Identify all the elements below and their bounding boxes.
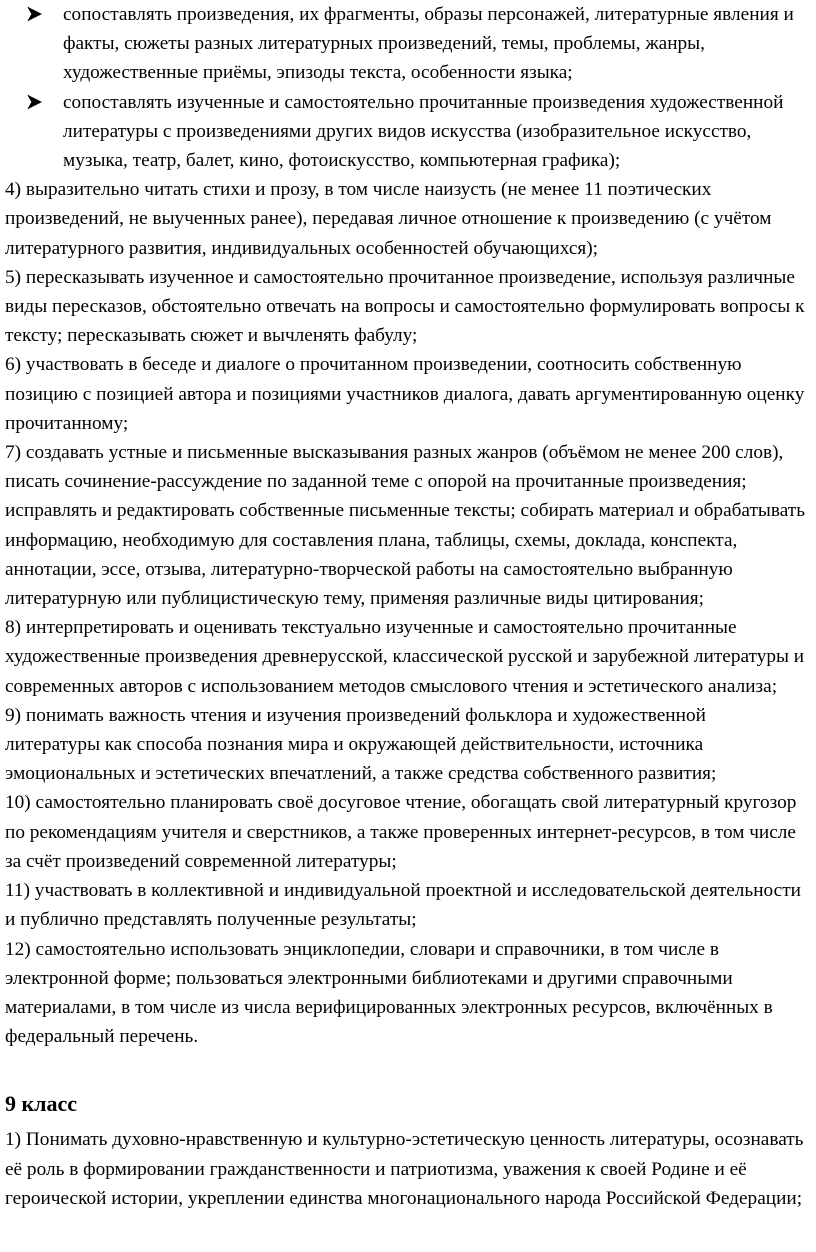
list-item: 7) создавать устные и письменные высказывания разных жанров (объёмом не менее 200 слов), писать сочинение-рассуждение по заданной теме с опорой на прочитанные произведения; исправлять и редактировать собственные письменные тексты; собирать материал и обрабатывать информацию, необходимую для составления плана, таблицы, схемы, доклада, конспекта, аннотации, эссе, отзыва, литературно-творческой работы на самостоятельно выбранную литературную или публицистическую тему, применяя различные виды цитирования; [5, 442, 806, 610]
list-item: 8) интерпретировать и оценивать текстуально изученные и самостоятельно прочитанные художественные произведения древнерусской, классической русской и зарубежной литературы и современных авторов с использованием методов смыслового чтения и эстетического анализа; [5, 617, 805, 697]
list-item: 6) участвовать в беседе и диалоге о прочитанном произведении, соотносить собственную позицию с позицией автора и позициями участников диалога, давать аргументированную оценку прочитанному; [5, 354, 805, 434]
bullet-item [5, 88, 805, 176]
bullet-list [5, 0, 805, 175]
arrowhead-bullet-icon [27, 94, 43, 110]
list-item: 11) участвовать в коллективной и индивидуальной проектной и исследовательской деятельности и публично представлять полученные результаты; [5, 880, 801, 931]
bullet-text: сопоставлять произведения, их фрагменты, образы персонажей, литературные явления и факты, сюжеты разных литературных произведений, темы, проблемы, жанры, художественные приёмы, эпизоды текста, особенности языка; [63, 4, 794, 84]
section-heading: 9 класс [5, 1091, 78, 1117]
bullet-item [5, 0, 805, 88]
document-page [5, 0, 805, 1213]
list-item: 12) самостоятельно использовать энциклопедии, словари и справочники, в том числе в электронной форме; пользоваться электронными библиотеками и другими справочными материалами, в том числе из числа верифицированных электронных ресурсов, включённых в федеральный перечень. [5, 938, 773, 1048]
list-item: 5) пересказывать изученное и самостоятельно прочитанное произведение, используя различные виды пересказов, обстоятельно отвечать на вопросы и самостоятельно формулировать вопросы к тексту; пересказывать сюжет и вычленять фабулу; [5, 266, 805, 347]
list-item: 1) Понимать духовно-нравственную и культурно-эстетическую ценность литературы, осознавать её роль в формировании гражданственности и патриотизма, уважения к своей Родине и её героической истории, укреплении единства многонационального народа Российской Федерации; [5, 1129, 804, 1209]
arrowhead-bullet-icon [27, 6, 43, 22]
list-item: 9) понимать важность чтения и изучения произведений фольклора и художественной литературы как способа познания мира и окружающей действительности, источника эмоциональных и эстетических впечатлений, а также средства собственного развития; [5, 704, 717, 785]
list-item: 4) выразительно читать стихи и прозу, в том числе наизусть (не менее 11 поэтических произведений, не выученных ранее), передавая личное отношение к произведению (с учётом литературного развития, индивидуальных особенностей обучающихся); [5, 179, 772, 259]
list-item: 10) самостоятельно планировать своё досуговое чтение, обогащать свой литературный кругозор по рекомендациям учителя и сверстников, а также проверенных интернет-ресурсов, в том числе за счёт произведений современной литературы; [5, 792, 797, 872]
bullet-text: сопоставлять изученные и самостоятельно прочитанные произведения художественной литературы с произведениями других видов искусства (изобразительное искусство, музыка, театр, балет, кино, фотоискусство, компьютерная графика); [63, 91, 784, 172]
